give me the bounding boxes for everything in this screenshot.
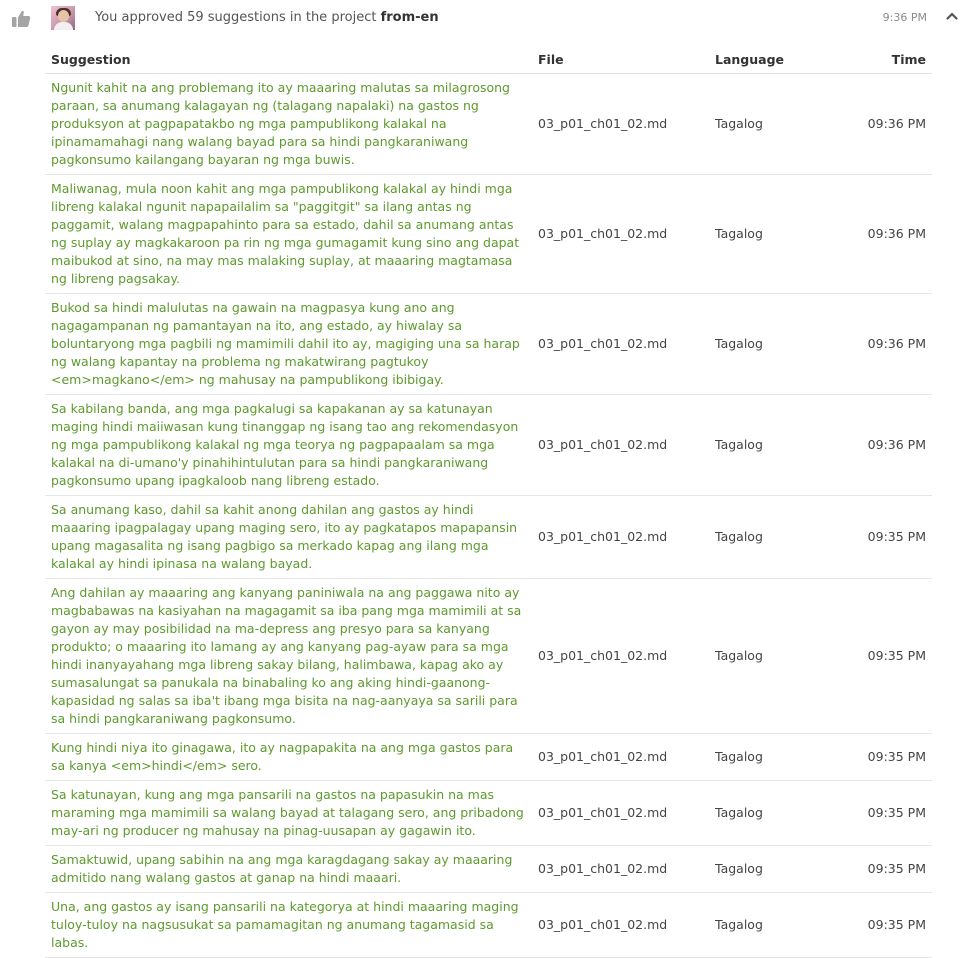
language-name: Tagalog (709, 294, 832, 395)
file-name: 03_p01_ch01_02.md (532, 846, 709, 893)
table-row (45, 294, 932, 395)
file-name: 03_p01_ch01_02.md (532, 294, 709, 395)
chevron-up-icon[interactable] (945, 9, 959, 23)
file-name: 03_p01_ch01_02.md (532, 781, 709, 846)
suggestion-text[interactable]: Maliwanag, mula noon kahit ang mga pampublikong kalakal ay hindi mga libreng kalakal ngunit napapailalim sa "paggitgit" sa ilang antas ng paggamit, walang magpapahinto para sa estado, dahil sa anumang antas ng suplay ay magkakaroon pa rin ng mga gumagamit kung sino ang dapat maibukod at sino, na may mas malaking suplay, at maaaring magtamasa ng libreng pagsakay. (45, 175, 532, 294)
suggestion-time: 09:35 PM (832, 893, 932, 958)
file-name: 03_p01_ch01_02.md (532, 579, 709, 734)
file-name: 03_p01_ch01_02.md (532, 496, 709, 579)
language-name: Tagalog (709, 175, 832, 294)
suggestion-time: 09:35 PM (832, 734, 932, 781)
column-header-time: Time (832, 46, 932, 74)
suggestion-time: 09:36 PM (832, 175, 932, 294)
suggestion-time: 09:35 PM (832, 496, 932, 579)
suggestion-text[interactable]: Sa kabilang banda, ang mga pagkalugi sa kapakanan ay sa katunayan maging hindi maiiwasan kung tinanggap ng isang tao ang rekomendasyon ng mga pampublikong kalakal ng mga teorya ng pagpapaalam sa mga kalakal na di-umano'y pinahihintulutan para sa hindi pangkaraniwang pagkonsumo upang ipagkaloob nang libreng estado. (45, 395, 532, 496)
table-row (45, 846, 932, 893)
language-name: Tagalog (709, 496, 832, 579)
table-row (45, 781, 932, 846)
table-header-row (45, 46, 932, 74)
suggestion-time: 09:35 PM (832, 781, 932, 846)
language-name: Tagalog (709, 734, 832, 781)
suggestion-text[interactable]: Kung hindi niya ito ginagawa, ito ay nagpapakita na ang mga gastos para sa kanya <em>hindi</em> sero. (45, 734, 532, 781)
language-name: Tagalog (709, 846, 832, 893)
suggestion-text[interactable]: Bukod sa hindi malulutas na gawain na magpasya kung ano ang nagagampanan ng pamantayan na ito, ang estado, ay hiwalay sa boluntaryong mga pagbili ng mamimili dahil ito ay, magiging una sa harap ng walang kapantay na problema ng makatwirang pagtukoy <em>magkano</em> ng mahusay na pampublikong ibibigay. (45, 294, 532, 395)
suggestion-time: 09:36 PM (832, 395, 932, 496)
column-header-suggestion: Suggestion (45, 46, 532, 74)
table-row (45, 74, 932, 175)
suggestion-text[interactable]: Sa katunayan, kung ang mga pansarili na gastos na papasukin na mas maraming mga mamimili sa walang bayad at talagang sero, ang pribadong may-ari ng producer ng mahusay na pinag-uusapan ay gagawin ito. (45, 781, 532, 846)
suggestions-table (45, 46, 932, 958)
suggestion-text[interactable]: Una, ang gastos ay isang pansarili na kategorya at hindi maaaring maging tuloy-tuloy na nagsusukat sa pamamagitan ng anumang tagamasid sa labas. (45, 893, 532, 958)
table-row (45, 579, 932, 734)
suggestion-time: 09:35 PM (832, 846, 932, 893)
language-name: Tagalog (709, 395, 832, 496)
activity-time: 9:36 PM (882, 11, 927, 24)
activity-headline (95, 10, 439, 25)
language-name: Tagalog (709, 74, 832, 175)
column-header-language: Language (709, 46, 832, 74)
table-row (45, 893, 932, 958)
avatar[interactable] (51, 6, 75, 30)
table-row (45, 395, 932, 496)
file-name: 03_p01_ch01_02.md (532, 395, 709, 496)
suggestion-text[interactable]: Ngunit kahit na ang problemang ito ay maaaring malutas sa milagrosong paraan, sa anumang kalagayan ng (talagang napalaki) na gastos ng produksyon at pagpapatakbo ng mga pampublikong kalakal na ipinamamahagi nang walang bayad para sa hindi pangkaraniwang pagkonsumo kailangang bayaran ng mga buwis. (45, 74, 532, 175)
table-row (45, 496, 932, 579)
suggestion-time: 09:36 PM (832, 74, 932, 175)
table-row (45, 175, 932, 294)
column-header-file: File (532, 46, 709, 74)
language-name: Tagalog (709, 893, 832, 958)
table-row (45, 734, 932, 781)
activity-message: You approved 59 suggestions in the project (95, 10, 381, 25)
suggestion-text[interactable]: Ang dahilan ay maaaring ang kanyang paniniwala na ang paggawa nito ay magbabawas na kasiyahan na magagamit sa iba pang mga mamimili at sa gayon ay may posibilidad na ma-depress ang presyo para sa kanyang produkto; o maaaring ito lamang ay ang kanyang pag-ayaw para sa mga hindi inanyayahang mga libreng sakay bilang, halimbawa, kapag ako ay sumasalungat sa panukala na binabaling ko ang aking hindi-gaanong-kapasidad ng salas sa iba't ibang mga bisita na nag-aanyaya sa sarili para sa hindi pangkaraniwang pagkonsumo. (45, 579, 532, 734)
file-name: 03_p01_ch01_02.md (532, 74, 709, 175)
project-link[interactable]: from-en (380, 10, 439, 25)
thumbs-up-icon (11, 9, 31, 29)
file-name: 03_p01_ch01_02.md (532, 175, 709, 294)
suggestion-time: 09:36 PM (832, 294, 932, 395)
suggestion-text[interactable]: Samaktuwid, upang sabihin na ang mga karagdagang sakay ay maaaring admitido nang walang gastos at ganap na hindi maaari. (45, 846, 532, 893)
suggestion-time: 09:35 PM (832, 579, 932, 734)
suggestion-text[interactable]: Sa anumang kaso, dahil sa kahit anong dahilan ang gastos ay hindi maaaring ipagpalagay upang maging sero, ito ay pagkatapos mapapansin upang magasalita ng isang pagbigo sa merkado kapag ang ilang mga kalakal ay hindi ipinasa na walang bayad. (45, 496, 532, 579)
language-name: Tagalog (709, 579, 832, 734)
file-name: 03_p01_ch01_02.md (532, 893, 709, 958)
language-name: Tagalog (709, 781, 832, 846)
file-name: 03_p01_ch01_02.md (532, 734, 709, 781)
